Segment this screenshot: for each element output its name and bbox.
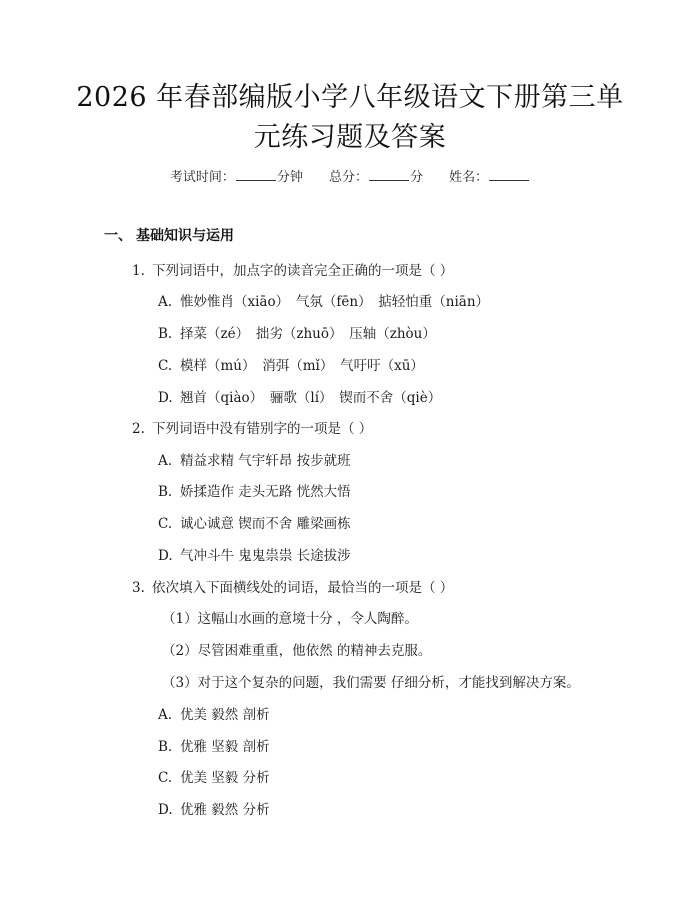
option-text: 诚心诚意 锲而不舍 雕梁画栋: [180, 516, 351, 532]
option-text: 翘首（qiào） 骊歌（lí） 锲而不舍（qiè）: [180, 390, 442, 406]
question-text: 依次填入下面横线处的词语，最恰当的一项是（ ）: [152, 580, 454, 596]
option-2d: [158, 546, 351, 566]
option-label: A.: [158, 294, 173, 310]
time-unit: 分钟: [276, 170, 303, 185]
option-text: 优雅 坚毅 剖析: [180, 739, 270, 755]
option-text: 择菜（zé） 拙劣（zhuō） 压轴（zhòu）: [180, 326, 436, 342]
option-2c: [158, 514, 351, 534]
option-1c: [158, 356, 424, 376]
time-label: 考试时间：: [169, 170, 235, 185]
score-label: 总分：: [328, 170, 368, 185]
option-label: C.: [158, 770, 173, 786]
question-number: 1.: [132, 263, 145, 279]
option-text: 娇揉造作 走头无路 恍然大悟: [180, 484, 351, 500]
option-label: A.: [158, 453, 173, 469]
name-blank: [489, 168, 529, 181]
page-title-line2: 元练习题及答案: [253, 122, 447, 153]
option-text: 精益求精 气宇轩昂 按步就班: [180, 453, 351, 469]
option-2a: [158, 451, 351, 471]
question-3: [132, 578, 453, 598]
score-blank: [369, 168, 409, 181]
question-1: [132, 261, 453, 281]
section-number: 一、: [104, 228, 132, 244]
option-label: D.: [158, 802, 173, 818]
section-title: 基础知识与运用: [136, 228, 234, 244]
name-label: 姓名：: [449, 170, 489, 185]
option-1b: [158, 324, 436, 344]
option-text: 优美 毅然 剖析: [180, 707, 270, 723]
option-3b: [158, 737, 270, 757]
option-text: 优雅 毅然 分析: [180, 802, 270, 818]
option-label: C.: [158, 516, 173, 532]
exam-meta: [0, 168, 700, 188]
option-1a: [158, 292, 489, 312]
option-text: 气冲斗牛 鬼鬼祟祟 长途拔涉: [180, 548, 351, 564]
time-blank: [236, 168, 276, 181]
option-label: D.: [158, 390, 173, 406]
option-label: B.: [158, 739, 173, 755]
option-2b: [158, 482, 351, 502]
option-label: A.: [158, 707, 173, 723]
question-text: 下列词语中没有错别字的一项是（ ）: [152, 421, 373, 437]
student-name: [449, 168, 530, 188]
page-title-line1: 2026 年春部编版小学八年级语文下册第三单: [76, 82, 624, 113]
total-score: [329, 168, 423, 188]
option-label: B.: [158, 484, 173, 500]
question-number: 2.: [132, 421, 145, 437]
option-label: D.: [158, 548, 173, 564]
option-3d: [158, 800, 270, 820]
sub-item-1: （1）这幅山水画的意境十分 ，令人陶醉。: [162, 611, 418, 627]
option-1d: [158, 388, 441, 408]
option-3c: [158, 768, 270, 788]
option-3a: [158, 705, 270, 725]
question-2: [132, 419, 372, 439]
section-heading: [104, 226, 234, 246]
option-text: 优美 坚毅 分析: [180, 770, 270, 786]
question-text: 下列词语中，加点字的读音完全正确的一项是（ ）: [152, 263, 454, 279]
exam-time: [170, 168, 303, 188]
question-number: 3.: [132, 580, 145, 596]
option-text: 模样（mú） 消弭（mǐ） 气吁吁（xū）: [180, 358, 424, 374]
sub-item-3: （3）对于这个复杂的问题，我们需要 仔细分析，才能找到解决方案。: [162, 675, 580, 691]
option-label: C.: [158, 358, 173, 374]
score-unit: 分: [410, 170, 424, 185]
sub-item-2: （2）尽管困难重重，他依然 的精神去克服。: [162, 643, 432, 659]
option-label: B.: [158, 326, 173, 342]
option-text: 惟妙惟肖（xiāo） 气氛（fēn） 掂轻怕重（niān）: [180, 294, 490, 310]
